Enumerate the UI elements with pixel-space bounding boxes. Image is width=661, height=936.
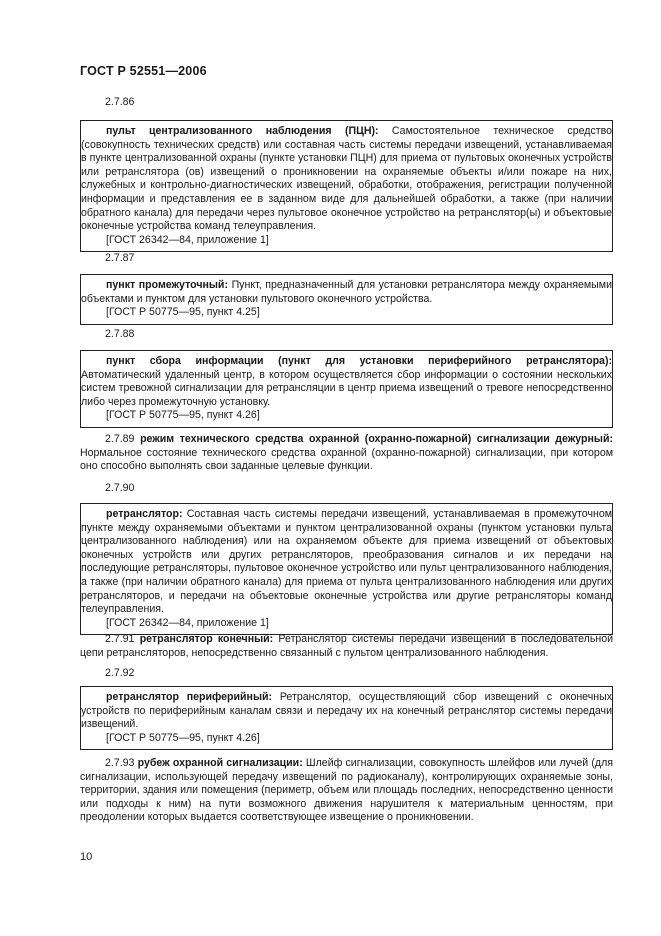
definition-body: Ретранслятор системы передачи извещений в последовательной цепи ретрансляторов, непосредственно связанный с пультом централизованного наблюдения. [80, 633, 614, 659]
definition-body: Нормальное состояние технического средства охранной (охранно-пожарной) сигнализации, при котором оно способно выполнять свои заданные целевые функции. [80, 446, 613, 473]
section-number-2-7-92: 2.7.92 [105, 667, 135, 679]
definition-text [81, 508, 612, 617]
definition-box-2-7-90 [80, 503, 613, 635]
definition-2-7-89 [80, 433, 613, 474]
definition-reference: [ГОСТ Р 50775—95, пункт 4.26] [106, 731, 260, 744]
document-header: ГОСТ Р 52551—2006 [80, 64, 207, 78]
section-number: 2.7.93 [105, 757, 135, 769]
section-number-2-7-87: 2.7.87 [105, 252, 135, 264]
definition-text [81, 355, 612, 409]
definition-text [81, 691, 612, 732]
definition-body: Составная часть системы передачи извещений, устанавливаемая в промежуточном пункте между охраняемыми объектами и пунктом централизованной охраны (пунктом установки пульта централизованного наблюдения) или на охраняемом объекте для приема извещений от объектовых оконечных устройств или других ретрансляторов, преобразования сигналов и их передачи на последующие ретрансляторы, пультовое оконечное устройство или пульт централизованного наблюдения, а также (при наличии обратного канала) для приема от пульта централизованного наблюдения или других ретрансляторов, и передачи на объектовые оконечные устройства или другие ретрансляторы команд телеуправления. [81, 508, 612, 616]
definition-text [81, 125, 612, 234]
definition-term: пункт сбора информации (пункт для установки периферийного ретранслятора): [106, 355, 612, 367]
definition-box-2-7-87 [80, 274, 613, 325]
definition-box-2-7-92 [80, 686, 613, 750]
section-number-2-7-86: 2.7.86 [105, 96, 135, 108]
definition-term: режим технического средства охранной (охранно-пожарной) сигнализации дежурный: [140, 433, 613, 445]
definition-term: пункт промежуточный: [106, 279, 228, 291]
definition-body: Самостоятельное техническое средство (совокупность технических средств) или составная часть системы передачи извещений, устанавливаемая в пункте централизованной охраны (пункте установки ПЦН) для приема от пультовых оконечных устройств или ретранслятора (ов) извещений о проникновении на охраняемые объекты и/или пожаре на них, служебных и контрольно-диагностических извещений, обработки, отображения, регистрации полученной информации и представления ее в заданном виде для дальнейшей обработки, а также (при наличии обратного канала) для передачи через пультовое оконечное устройство на ретранслятор(ы) и объектовые оконечные устройства команд телеуправления. [81, 125, 613, 233]
definition-body: Ретранслятор, осуществляющий сбор извещений с оконечных устройств по периферийным каналам связи и передачу их на конечный ретранслятор системы передачи извещений. [81, 691, 613, 731]
definition-box-2-7-86 [80, 120, 613, 252]
section-number: 2.7.91 [105, 633, 135, 645]
definition-body: Автоматический удаленный центр, в котором осуществляется сбор информации о состоянии нескольких систем тревожной сигнализации для ретрансляции в центр приема извещений о тревоге непосредственно либо через промежуточную установку. [81, 368, 612, 408]
page-number: 10 [80, 851, 93, 863]
definition-term: ретранслятор периферийный: [106, 691, 273, 703]
definition-text [80, 757, 613, 825]
definition-2-7-91 [80, 633, 613, 660]
section-number: 2.7.89 [105, 433, 135, 445]
section-number-2-7-90: 2.7.90 [105, 482, 135, 494]
definition-2-7-93 [80, 757, 613, 825]
definition-reference: [ГОСТ Р 50775—95, пункт 4.25] [106, 306, 260, 319]
section-number-2-7-88: 2.7.88 [105, 328, 135, 340]
definition-term: ретранслятор конечный: [139, 633, 274, 645]
definition-text [81, 279, 612, 306]
definition-term: пульт централизованного наблюдения (ПЦН): [106, 125, 379, 137]
definition-text [80, 433, 613, 474]
definition-term: рубеж охранной сигнализации: [137, 757, 303, 769]
definition-text [80, 633, 613, 660]
definition-box-2-7-88 [80, 350, 613, 428]
definition-term: ретранслятор: [106, 508, 183, 520]
definition-body: Пункт, предназначенный для установки ретранслятора между охраняемыми объектами и пунктом для установки пультового оконечного устройства. [81, 279, 612, 305]
definition-reference: [ГОСТ Р 50775—95, пункт 4.26] [106, 409, 260, 422]
definition-reference: [ГОСТ 26342—84, приложение 1] [106, 233, 269, 246]
definition-body: Шлейф сигнализации, совокупность шлейфов или лучей (для сигнализации, использующей передачу извещений по радиоканалу), контролирующих охраняемые зоны, территории, здания или помещения (периметр, объем или площадь последних, непосредственно ценности или подходы к ним) на пути возможного движения нарушителя к материальным ценностям, при преодолении которых выдается соответствующее извещение о проникновении. [80, 757, 614, 824]
definition-reference: [ГОСТ 26342—84, приложение 1] [106, 616, 269, 629]
